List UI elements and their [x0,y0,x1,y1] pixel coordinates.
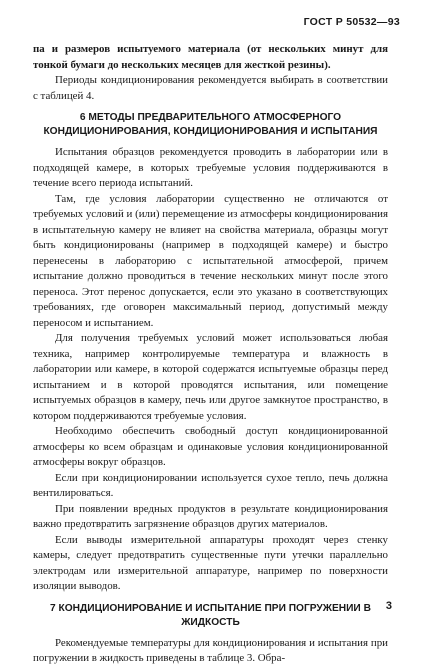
section-6-paragraph-3: Для получения требуемых условий может использоваться любая техника, например контролируемые температура и влажность в лаборатории или камере, в которой содержатся испытуемые образцы перед испытанием и в которой проводятся испытания, или помещение испытуемых образцов в камеру, печь или другое замкнутое пространство, в котором поддерживаются требуемые условия. [33,332,388,422]
section-6-paragraph-2: Там, где условия лаборатории существенно не отличаются от требуемых условий и (или) перемещение из атмосферы кондиционирования в испытательную камеру не влияет на свойства материала, образцы могут быть кондиционированы (например в подходящей камере) и быстро перенесены в лабораторию с испытательной атмосферой, причем испытание должно проводиться в течение нескольких минут после этого переноса. Этот перенос допускается, если это указано в соответствующих требованиях, где оговорен максимальный период, допустимый между переносом и испытанием. [33,192,388,329]
section-7-paragraph-1: Рекомендуемые температуры для кондиционирования и испытания при погружении в жидкость приведены в таблице 3. Обра- [33,636,388,664]
section-6-heading: 6 МЕТОДЫ ПРЕДВАРИТЕЛЬНОГО АТМОСФЕРНОГО КОНДИЦИОНИРОВАНИЯ, КОНДИЦИОНИРОВАНИЯ И ИСПЫТАНИЯ [43,112,378,137]
paragraph-continuation: па и размеров испытуемого материала (от нескольких минут для тонкой бумаги до нескольких месяцев для жесткой резины). [33,43,388,71]
page-body [33,42,388,667]
section-6-paragraph-6: При появлении вредных продуктов в результате кондиционирования важно предотвратить загрязнение образцов других материалов. [33,502,388,530]
section-6-paragraph-7: Если выводы измерительной аппаратуры проходят через стенку камеры, следует предотвратить существенные пути утечки параллельно электродам или измерительной аппаратуре, например по поверхности изоляции выводов. [33,533,388,592]
document-code-header: ГОСТ Р 50532—93 [303,16,400,28]
section-6-paragraph-5: Если при кондиционировании используется сухое тепло, печь должна вентилироваться. [33,471,388,499]
paragraph-conditioning-periods: Периоды кондиционирования рекомендуется выбирать в соответствии с таблицей 4. [33,74,388,102]
section-6-paragraph-1: Испытания образцов рекомендуется проводить в лаборатории или в подходящей камере, в которых требуемые условия поддерживаются в течение всего периода испытаний. [33,146,388,189]
section-7-heading: 7 КОНДИЦИОНИРОВАНИЕ И ИСПЫТАНИЕ ПРИ ПОГРУЖЕНИИ В ЖИДКОСТЬ [50,602,371,628]
page-number: 3 [385,600,392,612]
section-6-paragraph-4: Необходимо обеспечить свободный доступ кондиционированной атмосферы ко всем образцам и одинаковые условия кондиционированной атмосферы вокруг образцов. [33,425,388,468]
